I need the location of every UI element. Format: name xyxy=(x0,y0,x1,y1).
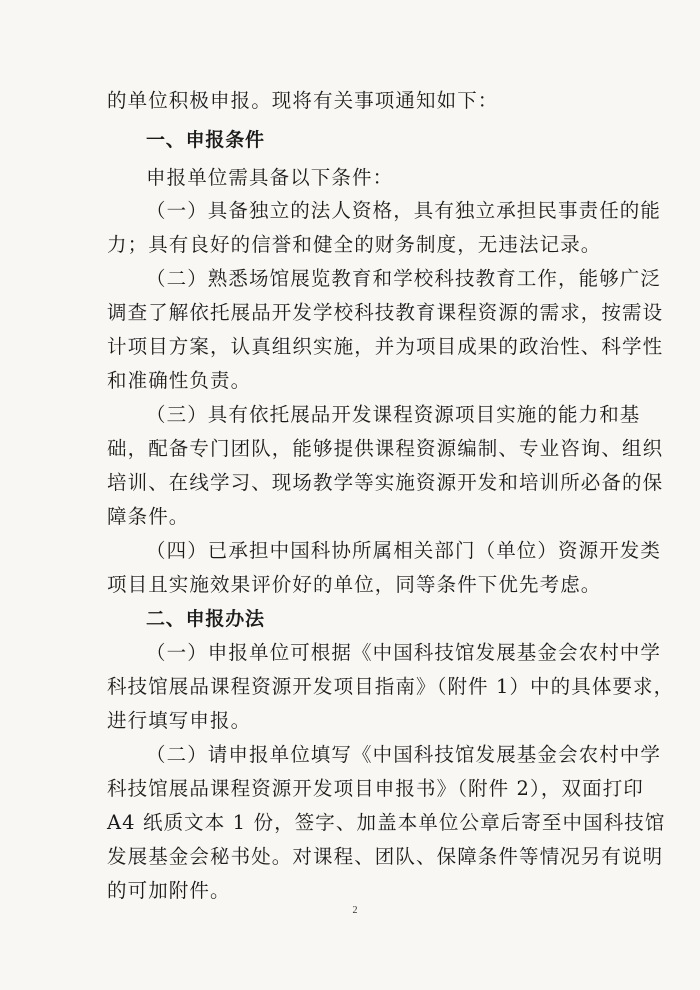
section2-item2-line1: （二）请申报单位填写《中国科技馆发展基金会农村中学 xyxy=(146,743,662,766)
section2-item2-line5: 的可加附件。 xyxy=(107,879,231,902)
section1-item2-line1: （二）熟悉场馆展览教育和学校科技教育工作，能够广泛 xyxy=(146,267,662,290)
section2-item1-line1: （一）申报单位可根据《中国科技馆发展基金会农村中学 xyxy=(146,641,662,664)
section2-heading: 二、申报办法 xyxy=(146,608,265,630)
section1-item2-line4: 和准确性负责。 xyxy=(107,369,252,392)
section1-item3-line1: （三）具有依托展品开发课程资源项目实施的能力和基 xyxy=(146,403,641,426)
section1-item4-line2: 项目且实施效果评价好的单位，同等条件下优先考虑。 xyxy=(107,573,602,596)
section1-item1-line1: （一）具备独立的法人资格，具有独立承担民事责任的能 xyxy=(146,199,662,222)
section1-item3-line3: 培训、在线学习、现场教学等实施资源开发和培训所必备的保 xyxy=(107,471,664,494)
intro-text: 的单位积极申报。现将有关事项通知如下： xyxy=(107,89,499,112)
section1-item1-line2: 力；具有良好的信誉和健全的财务制度，无违法记录。 xyxy=(107,233,602,256)
section1-item4-line1: （四）已承担中国科协所属相关部门（单位）资源开发类 xyxy=(146,539,662,562)
section2-item1-line2: 科技馆展品课程资源开发项目指南》（附件 1）中的具体要求， xyxy=(107,675,675,698)
section1-item2-line2: 调查了解依托展品开发学校科技教育课程资源的需求，按需设 xyxy=(107,301,664,324)
section1-item3-line2: 础，配备专门团队，能够提供课程资源编制、专业咨询、组织 xyxy=(107,437,664,460)
section1-item2-line3: 计项目方案，认真组织实施，并为项目成果的政治性、科学性 xyxy=(107,335,664,358)
section1-item3-line4: 障条件。 xyxy=(107,505,190,528)
page-number: 2 xyxy=(352,905,358,916)
section2-item2-line4: 发展基金会秘书处。对课程、团队、保障条件等情况另有说明 xyxy=(107,845,664,868)
section2-item2-line2: 科技馆展品课程资源开发项目申报书》（附件 2），双面打印 xyxy=(107,777,644,800)
section2-item1-line3: 进行填写申报。 xyxy=(107,709,252,732)
section1-heading: 一、申报条件 xyxy=(146,129,265,151)
section2-item2-line3: A4 纸质文本 1 份，签字、加盖本单位公章后寄至中国科技馆 xyxy=(107,811,666,834)
section1-lead: 申报单位需具备以下条件： xyxy=(146,166,394,189)
